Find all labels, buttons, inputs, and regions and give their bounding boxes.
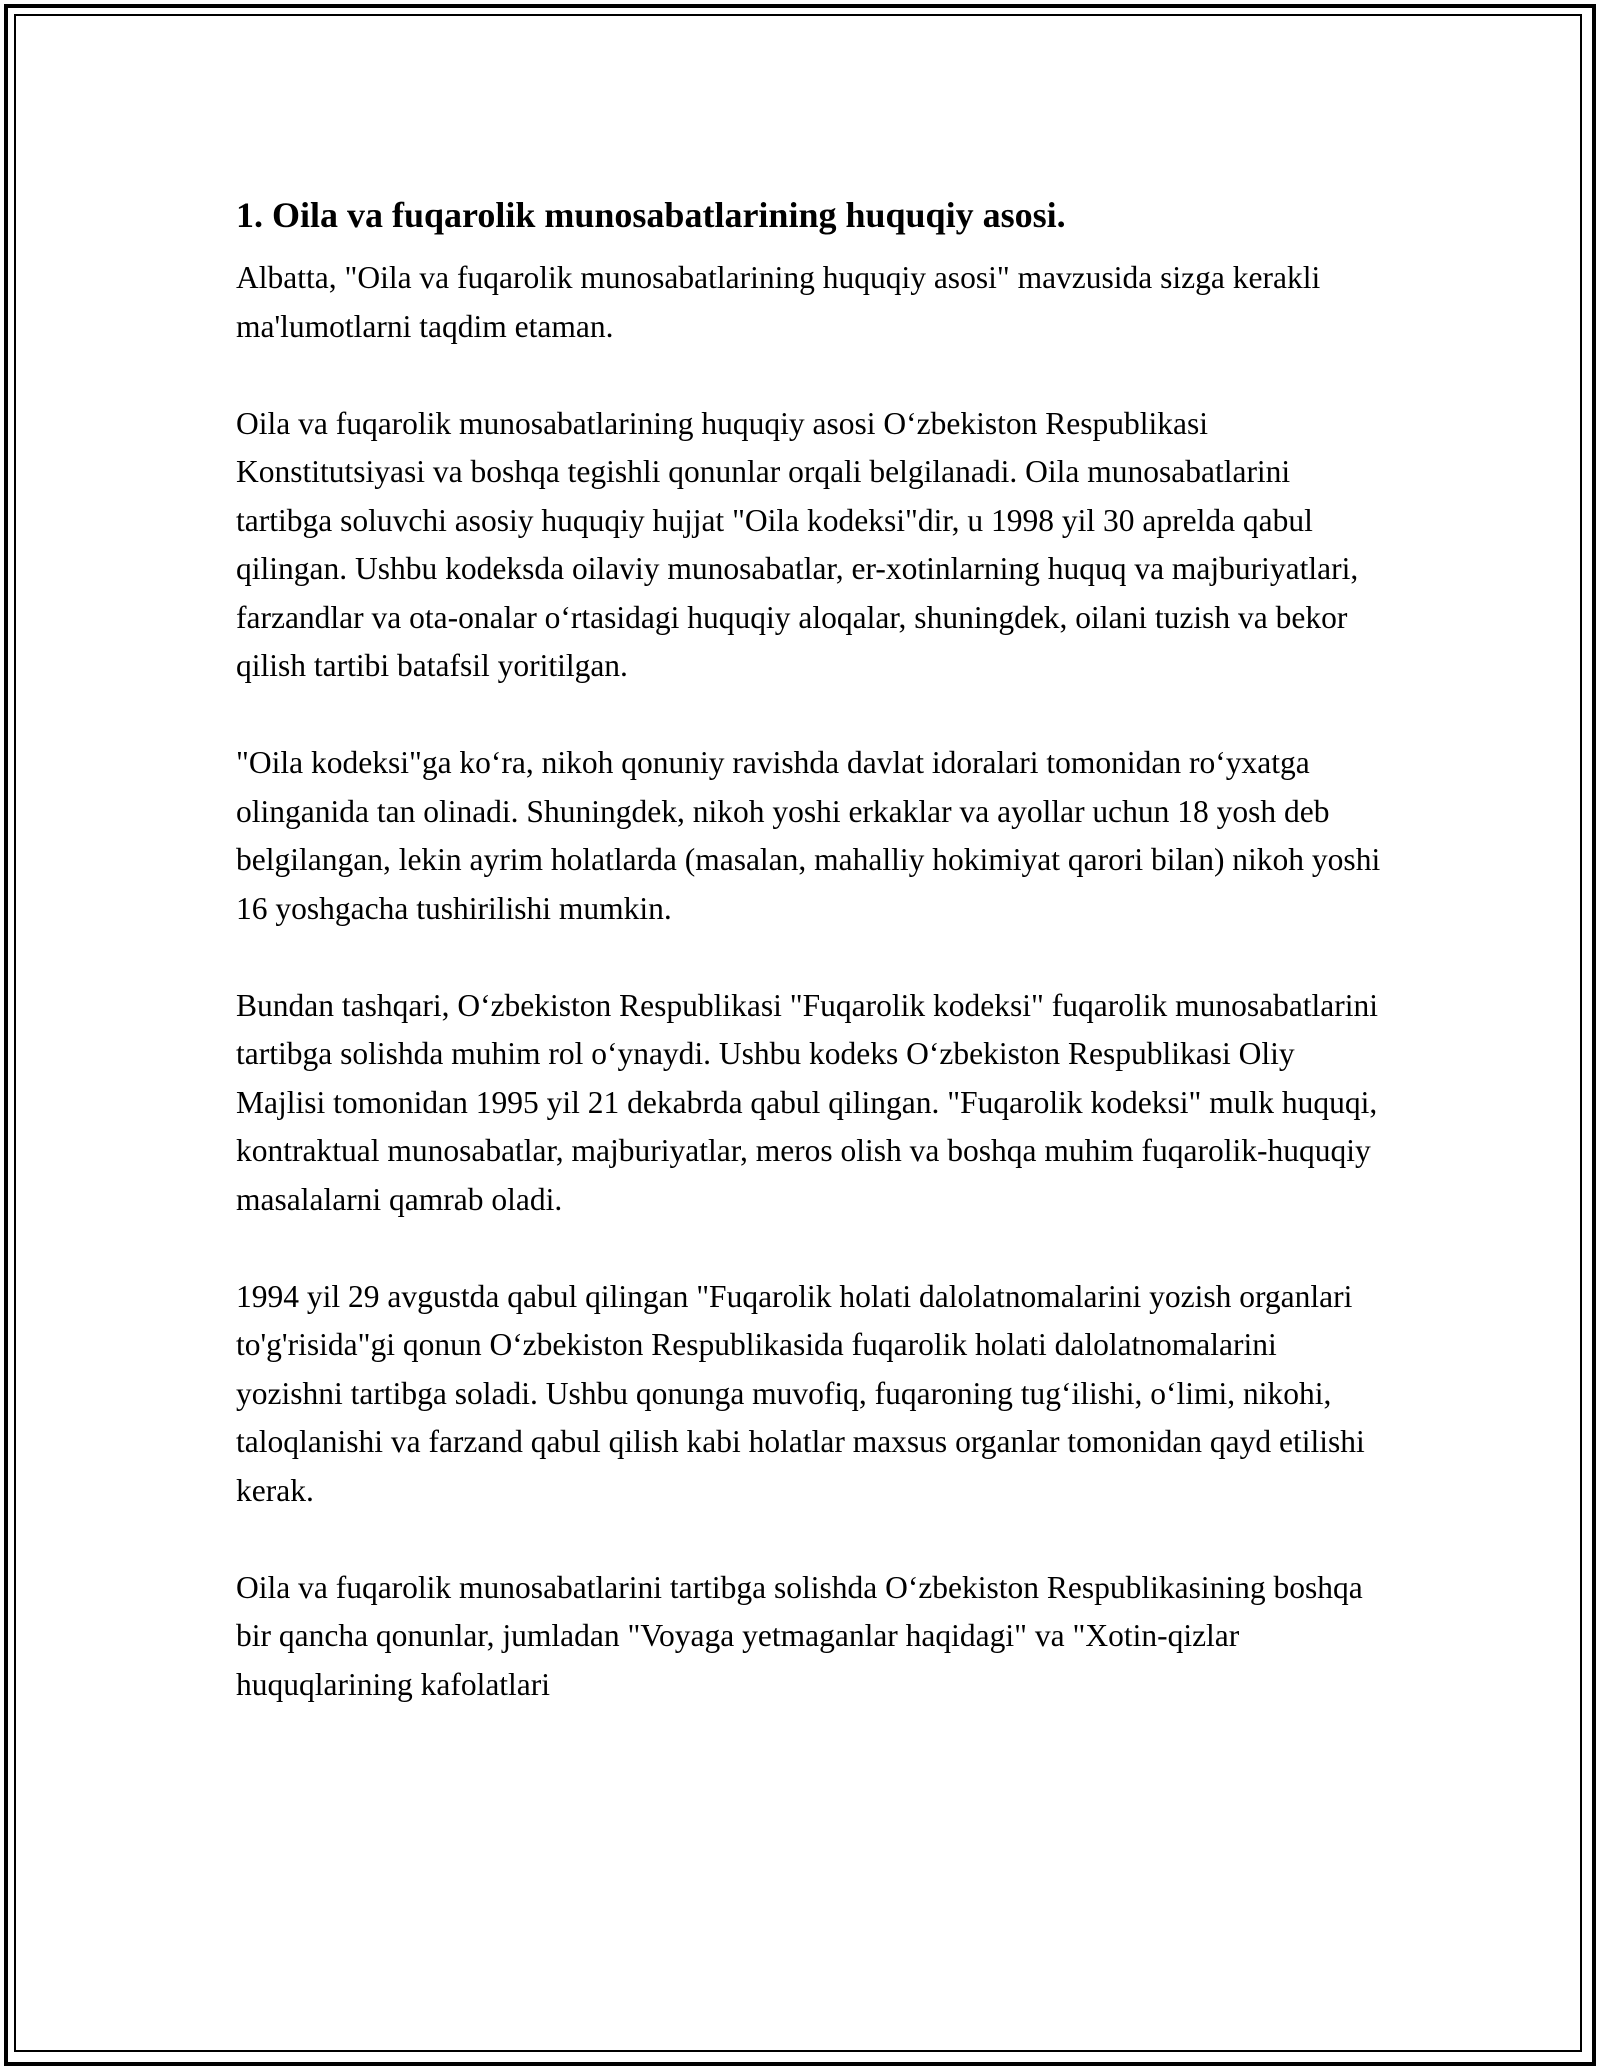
paragraph-other-laws: Oila va fuqarolik munosabatlarini tartibga solishda O‘zbekiston Respublikasining boshqa bir qancha qonunlar, jumladan "Voyaga yetmaganlar haqidagi" va "Xotin-qizlar huquqlarining kafolatlari	[236, 1569, 1363, 1702]
paragraph-civil-code: Bundan tashqari, O‘zbekiston Respublikasi "Fuqarolik kodeksi" fuqarolik munosabatlarini tartibga solishda muhim rol o‘ynaydi. Ushbu kodeks O‘zbekiston Respublikasi Oliy Majlisi tomonidan 1995 yil 21 dekabrda qabul qilingan. "Fuqarolik kodeksi" mulk huquqi, kontraktual munosabatlar, majburiyatlar, meros olish va boshqa muhim fuqarolik-huquqiy masalalarni qamrab oladi.	[236, 987, 1379, 1217]
document-body	[236, 188, 1386, 1758]
paragraph-marriage-age: "Oila kodeksi"ga ko‘ra, nikoh qonuniy ravishda davlat idoralari tomonidan ro‘yxatga olinganida tan olinadi. Shuningdek, nikoh yoshi erkaklar va ayollar uchun 18 yosh deb belgilangan, lekin ayrim holatlarda (masalan, mahalliy hokimiyat qarori bilan) nikoh yoshi 16 yoshgacha tushirilishi mumkin.	[236, 745, 1381, 926]
page-title: 1. Oila va fuqarolik munosabatlarining huquqiy asosi.	[236, 195, 1066, 235]
paragraph-intro: Albatta, "Oila va fuqarolik munosabatlarining huquqiy asosi" mavzusida sizga kerakli ma'lumotlarni taqdim etaman.	[236, 260, 1321, 344]
paragraph-civil-status-law: 1994 yil 29 avgustda qabul qilingan "Fuqarolik holati dalolatnomalarini yozish organlari to'g'risida"gi qonun O‘zbekiston Respublikasida fuqarolik holati dalolatnomalarini yozishni tartibga soladi. Ushbu qonunga muvofiq, fuqaroning tug‘ilishi, o‘limi, nikohi, taloqlanishi va farzand qabul qilish kabi holatlar maxsus organlar tomonidan qayd etilishi kerak.	[236, 1278, 1365, 1508]
paragraph-legal-basis: Oila va fuqarolik munosabatlarining huquqiy asosi O‘zbekiston Respublikasi Konstitutsiyasi va boshqa tegishli qonunlar orqali belgilanadi. Oila munosabatlarini tartibga soluvchi asosiy huquqiy hujjat "Oila kodeksi"dir, u 1998 yil 30 aprelda qabul qilingan. Ushbu kodeksda oilaviy munosabatlar, er-xotinlarning huquq va majburiyatlari, farzandlar va ota-onalar o‘rtasidagi huquqiy aloqalar, shuningdek, oilani tuzish va bekor qilish tartibi batafsil yoritilgan.	[236, 405, 1359, 683]
